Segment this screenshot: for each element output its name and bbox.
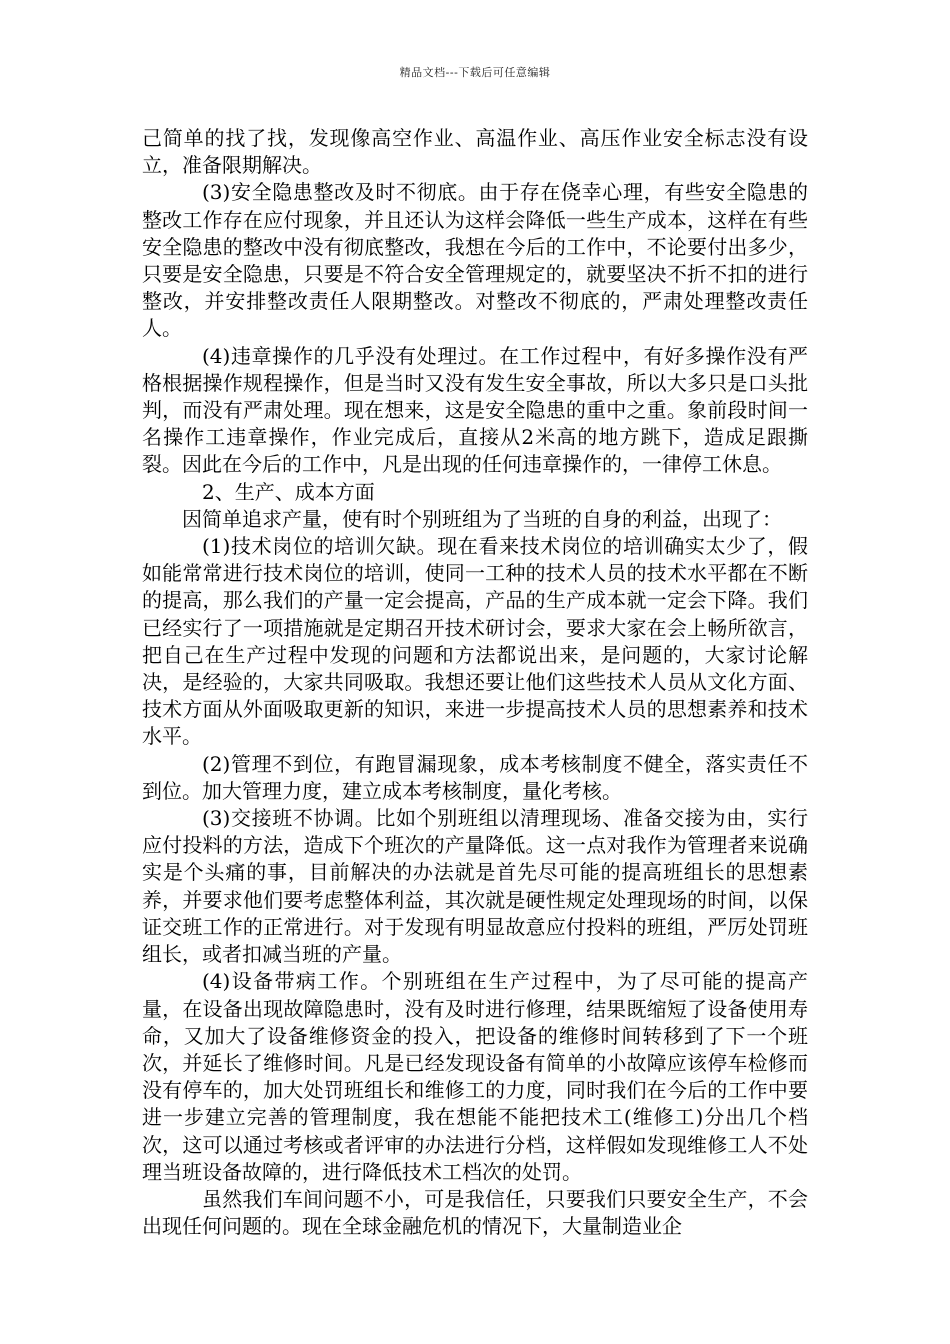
paragraph-item-3-shift-handover: (3)交接班不协调。比如个别班组以清理现场、准备交接为由，实行应付投料的方法，造成下个班次的产量降低。这一点对我作为管理者来说确实是个头痛的事，目前解决的办法就是首先尽可能的提高班组长的思想素养，并要求他们要考虑整体利益，其次就是硬性规定处理现场的时间，以保证交班工作的正常进行。对于发现有明显故意应付投料的班组，严厉处罚班组长，或者扣减当班的产量。 <box>142 806 808 967</box>
paragraph-item-4-violations: (4)违章操作的几乎没有处理过。在工作过程中，有好多操作没有严格根据操作规程操作，但是当时又没有发生安全事故，所以大多只是口头批判，而没有严肃处理。现在想来，这是安全隐患的重中之重。象前段时间一名操作工违章操作，作业完成后，直接从2米高的地方跳下，造成足跟撕裂。因此在今后的工作中，凡是出现的任何违章操作的，一律停工休息。 <box>142 343 808 477</box>
paragraph-conclusion: 虽然我们车间问题不小，可是我信任，只要我们只要安全生产，不会出现任何问题的。现在全球金融危机的情况下，大量制造业企 <box>142 1186 808 1239</box>
paragraph-continuation: 己简单的找了找，发现像高空作业、高温作业、高压作业安全标志没有设立，准备限期解决。 <box>142 126 808 178</box>
paragraph-item-4-equipment: (4)设备带病工作。个别班组在生产过程中，为了尽可能的提高产量，在设备出现故障隐患时，没有及时进行修理，结果既缩短了设备使用寿命，又加大了设备维修资金的投入，把设备的维修时间转移到了下一个班次，并延长了维修时间。凡是已经发现设备有简单的小故障应该停车检修而没有停车的，加大处罚班组长和维修工的力度，同时我们在今后的工作中要进一步建立完善的管理制度，我在想能不能把技术工(维修工)分出几个档次，这可以通过考核或者评审的办法进行分档，这样假如发现维修工人不处理当班设备故障的，进行降低技术工档次的处罚。 <box>142 969 808 1184</box>
paragraph-item-3-hazard-rectification: (3)安全隐患整改及时不彻底。由于存在侥幸心理，有些安全隐患的整改工作存在应付现象，并且还认为这样会降低一些生产成本，这样在有些安全隐患的整改中没有彻底整改，我想在今后的工作中，不论要付出多少，只要是安全隐患，只要是不符合安全管理规定的，就要坚决不折不扣的进行整改，并安排整改责任人限期整改。对整改不彻底的，严肃处理整改责任人。 <box>142 180 808 341</box>
section-heading-production-cost: 2、生产、成本方面 <box>202 479 375 504</box>
paragraph-intro: 因简单追求产量，使有时个别班组为了当班的自身的利益，出现了： <box>182 506 782 531</box>
paragraph-item-1-training: (1)技术岗位的培训欠缺。现在看来技术岗位的培训确实太少了，假如能常常进行技术岗位的培训，使同一工种的技术人员的技术水平都在不断的提高，那么我们的产量一定会提高，产品的生产成本就一定会下降。我们已经实行了一项措施就是定期召开技术研讨会，要求大家在会上畅所欲言，把自己在生产过程中发现的问题和方法都说出来，是问题的，大家讨论解决，是经验的，大家共同吸取。我想还要让他们这些技术人员从文化方面、技术方面从外面吸取更新的知识，来进一步提高技术人员的思想素养和技术水平。 <box>142 534 808 749</box>
paragraph-item-2-management: (2)管理不到位，有跑冒漏现象，成本考核制度不健全，落实责任不到位。加大管理力度，建立成本考核制度，量化考核。 <box>142 751 808 803</box>
page-header: 精品文档---下载后可任意编辑 <box>399 66 551 79</box>
document-body <box>142 125 808 1240</box>
